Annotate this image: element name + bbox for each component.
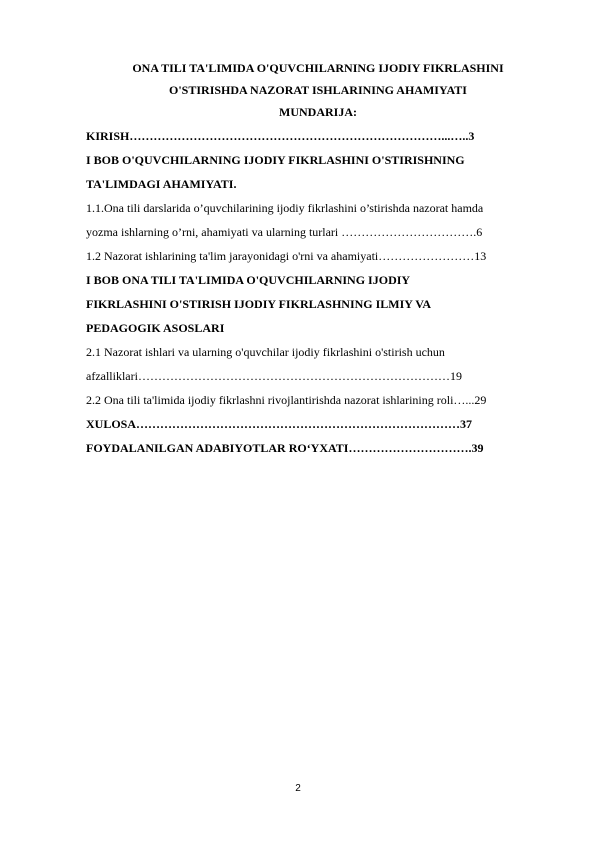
toc-entry-1-1-line-2: yozma ishlarning o’rni, ahamiyati va ularning turlari …………………………….6 (86, 225, 483, 239)
toc-entry-chapter-2-line-1: I BOB ONA TILI TA'LIMIDA O'QUVCHILARNING IJODIY (86, 273, 411, 287)
toc-entry-kirish: KIRISH……………………………………………………………………...…..3 (86, 129, 475, 143)
toc-entry-1-1-line-1: 1.1.Ona tili darslarida o’quvchilarining ijodiy fikrlashini o’stirishda nazorat hamda (86, 201, 484, 215)
toc-entry-chapter-2-line-3: PEDAGOGIK ASOSLARI (86, 321, 225, 335)
toc-entry-bibliography: FOYDALANILGAN ADABIYOTLAR RO‘YXATI………………………….39 (86, 441, 484, 455)
toc-entry-2-2: 2.2 Ona tili ta'limida ijodiy fikrlashni rivojlantirishda nazorat ishlarining roli…...29 (86, 393, 487, 407)
toc-heading: MUNDARIJA: (279, 105, 357, 119)
toc-entry-chapter-1-line-1: I BOB O'QUVCHILARNING IJODIY FIKRLASHINI O'STIRISHNING (86, 153, 465, 167)
page-number: 2 (295, 783, 301, 794)
toc-entry-2-1-line-1: 2.1 Nazorat ishlari va ularning o'quvchilar ijodiy fikrlashini o'stirish uchun (86, 345, 445, 359)
document-title-line-1: ONA TILI TA'LIMIDA O'QUVCHILARNING IJODIY FIKRLASHINI (132, 61, 504, 75)
toc-entry-chapter-2-line-2: FIKRLASHINI O'STIRISH IJODIY FIKRLASHNING ILMIY VA (86, 297, 432, 311)
toc-entry-2-1-line-2: afzalliklari……………………………………………………………………19 (86, 369, 462, 383)
toc-entry-xulosa: XULOSA………………………………………………………………………37 (86, 417, 473, 431)
toc-entry-1-2: 1.2 Nazorat ishlarining ta'lim jarayonidagi o'rni va ahamiyati……………………13 (86, 249, 487, 263)
document-title-line-2: O'STIRISHDA NAZORAT ISHLARINING AHAMIYATI (169, 83, 467, 97)
toc-entry-chapter-1-line-2: TA'LIMDAGI AHAMIYATI. (86, 177, 237, 191)
